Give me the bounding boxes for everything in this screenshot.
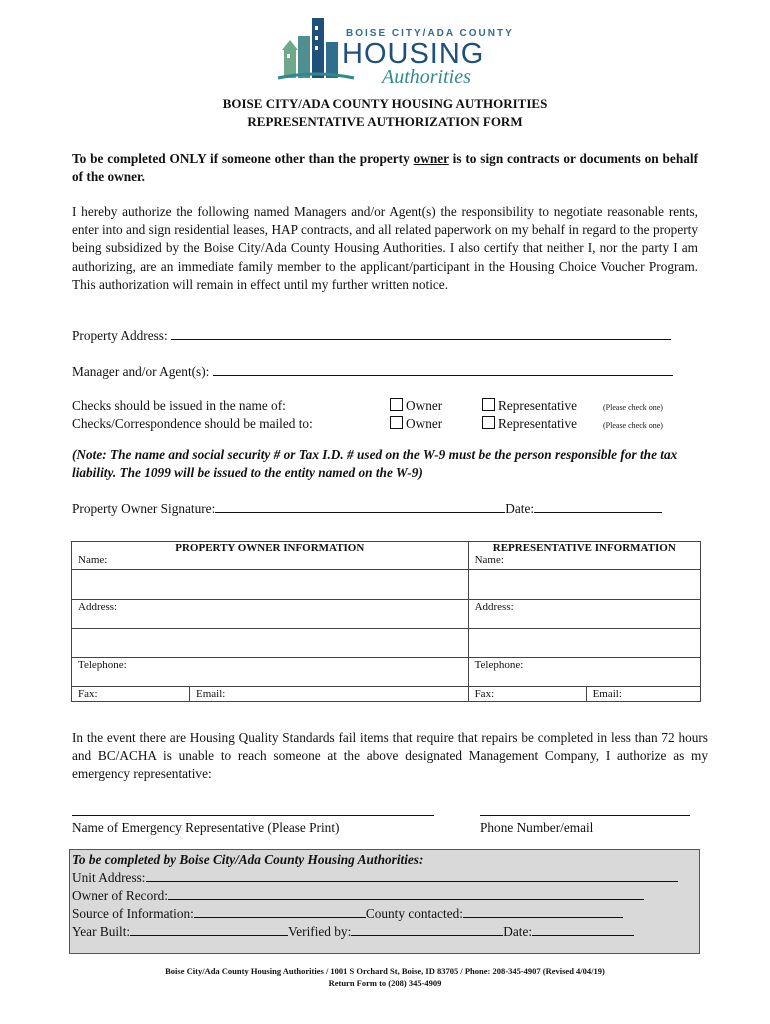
intro-text xyxy=(72,150,698,186)
emergency-phone-label: Phone Number/email xyxy=(480,820,594,835)
rep-address-label: Address: xyxy=(474,601,514,613)
owner-email-label: Email: xyxy=(196,688,226,700)
office-date-line[interactable] xyxy=(532,923,634,936)
owner-name-extra-cell[interactable] xyxy=(72,570,469,600)
manager-agent-field xyxy=(72,363,673,380)
rep-email-cell[interactable] xyxy=(586,687,700,702)
source-county-field xyxy=(72,905,623,922)
manager-agent-label: Manager and/or Agent(s): xyxy=(72,364,210,379)
property-address-line[interactable] xyxy=(171,327,671,340)
owner-info-header: PROPERTY OWNER INFORMATION xyxy=(175,542,365,554)
representative-checkbox[interactable] xyxy=(482,416,495,429)
owner-checkbox[interactable] xyxy=(390,416,403,429)
checks-mailed-owner-option[interactable] xyxy=(390,416,442,432)
checks-issued-owner-option[interactable] xyxy=(390,398,442,414)
footer-return: Return Form to (208) 345-4909 xyxy=(328,978,442,988)
county-label: County contacted: xyxy=(365,906,463,921)
owner-address-extra-cell[interactable] xyxy=(72,629,469,658)
rep-name-label: Name: xyxy=(474,554,504,566)
emergency-phone-line[interactable] xyxy=(480,803,690,816)
year-built-line[interactable] xyxy=(130,923,288,936)
rep-info-header: REPRESENTATIVE INFORMATION xyxy=(492,542,676,554)
owner-of-record-label: Owner of Record: xyxy=(72,888,168,903)
owner-name-label: Name: xyxy=(78,554,108,566)
manager-agent-line[interactable] xyxy=(213,363,673,376)
property-address-label: Property Address: xyxy=(72,328,168,343)
rep-name-cell[interactable] xyxy=(468,542,700,570)
owner-address-label: Address: xyxy=(78,601,118,613)
emergency-name-label: Name of Emergency Representative (Please Print) xyxy=(72,820,340,835)
owner-telephone-cell[interactable] xyxy=(72,658,469,687)
form-title-line1: BOISE CITY/ADA COUNTY HOUSING AUTHORITIES xyxy=(222,96,548,111)
checks-mailed-label: Checks/Correspondence should be mailed to: xyxy=(72,416,313,431)
owner-label: Owner xyxy=(406,398,443,413)
rep-fax-label: Fax: xyxy=(474,688,495,700)
source-label: Source of Information: xyxy=(72,906,194,921)
owner-email-cell[interactable] xyxy=(190,687,469,702)
logo-main-text: HOUSING xyxy=(342,38,485,70)
rep-telephone-cell[interactable] xyxy=(468,658,700,687)
rep-address-extra-cell[interactable] xyxy=(468,629,700,658)
intro-part1: To be completed ONLY if someone other than the property xyxy=(72,151,414,166)
office-use-heading: To be completed by Boise City/Ada County Housing Authorities: xyxy=(72,852,424,867)
owner-address-cell[interactable] xyxy=(72,600,469,629)
owner-name-cell[interactable] xyxy=(72,542,469,570)
owner-representative-table xyxy=(71,541,701,702)
owner-checkbox[interactable] xyxy=(390,398,403,411)
representative-label: Representative xyxy=(498,398,578,413)
signature-label: Property Owner Signature: xyxy=(72,501,216,516)
owner-telephone-label: Telephone: xyxy=(78,659,127,671)
checks-issued-rep-option[interactable] xyxy=(482,398,577,414)
year-verified-date-field xyxy=(72,923,634,940)
representative-label: Representative xyxy=(498,416,578,431)
checks-mailed-rep-option[interactable] xyxy=(482,416,577,432)
owner-label: Owner xyxy=(406,416,443,431)
office-date-label: Date: xyxy=(503,924,533,939)
please-check-note: (Please check one) xyxy=(603,421,663,430)
rep-telephone-label: Telephone: xyxy=(474,659,524,671)
owner-fax-cell[interactable] xyxy=(72,687,190,702)
authorization-paragraph: I hereby authorize the following named Managers and/or Agent(s) the responsibility to negotiate reasonable rents, enter into and sign residential leases, HAP contracts, and all related paperwork on my behalf in regard to the property being subsidized by the Boise City/Ada County Housing Authorities. I also certify that neither I, nor the party I am authorizing, are an immediate family member to the applicant/participant in the Housing Choice Voucher Program. This authorization will remain in effect until my further written notice. xyxy=(72,204,698,292)
rep-address-cell[interactable] xyxy=(468,600,700,629)
housing-authorities-logo xyxy=(276,14,514,88)
emergency-name-line[interactable] xyxy=(72,803,434,816)
signature-date-line[interactable] xyxy=(534,500,662,513)
verified-by-label: Verified by: xyxy=(288,924,352,939)
county-line[interactable] xyxy=(463,905,623,918)
please-check-note: (Please check one) xyxy=(603,403,663,412)
signature-date-label: Date: xyxy=(505,501,535,516)
signature-line[interactable] xyxy=(215,500,505,513)
unit-address-label: Unit Address: xyxy=(72,870,146,885)
w9-note: (Note: The name and social security # or Tax I.D. # used on the W-9 must be the person responsible for the tax liability. The 1099 will be issued to the entity named on the W-9) xyxy=(72,447,678,481)
owner-fax-label: Fax: xyxy=(78,688,98,700)
rep-email-label: Email: xyxy=(592,688,622,700)
emergency-paragraph: In the event there are Housing Quality Standards fail items that require that repairs be completed in less than 72 hours and BC/ACHA is unable to reach someone at the above designated Management Company, I authorize as my emergency representative: xyxy=(72,730,708,782)
footer-address: Boise City/Ada County Housing Authorities / 1001 S Orchard St, Boise, ID 83705 / Phone: 208-345-4907 (Revised 4/04/19) xyxy=(165,966,605,976)
unit-address-line[interactable] xyxy=(146,869,678,882)
logo-top-text: BOISE CITY/ADA COUNTY xyxy=(346,28,514,39)
owner-of-record-field xyxy=(72,887,644,904)
source-line[interactable] xyxy=(194,905,366,918)
intro-part2: is to sign contracts or documents on behalf of the owner. xyxy=(72,151,699,185)
form-title-line2: REPRESENTATIVE AUTHORIZATION FORM xyxy=(247,114,523,129)
owner-signature-field xyxy=(72,500,662,517)
rep-fax-cell[interactable] xyxy=(468,687,586,702)
property-address-field xyxy=(72,327,671,344)
unit-address-field xyxy=(72,869,678,886)
rep-name-extra-cell[interactable] xyxy=(468,570,700,600)
logo-script-text: Authorities xyxy=(382,66,471,88)
intro-owner-word: owner xyxy=(413,151,449,166)
owner-of-record-line[interactable] xyxy=(168,887,644,900)
representative-checkbox[interactable] xyxy=(482,398,495,411)
year-built-label: Year Built: xyxy=(72,924,131,939)
verified-by-line[interactable] xyxy=(351,923,503,936)
checks-issued-label: Checks should be issued in the name of: xyxy=(72,398,286,413)
